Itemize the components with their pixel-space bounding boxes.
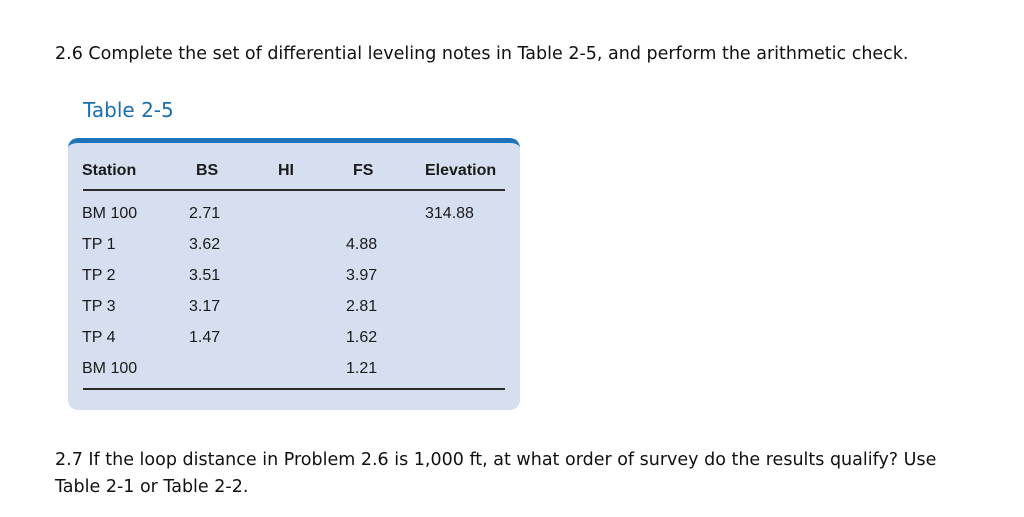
table-cell-station: BM 100	[82, 360, 138, 377]
table-cell-bs: 3.62	[189, 236, 221, 253]
problem-2-7-text: 2.7 If the loop distance in Problem 2.6 is 1,000 ft, at what order of survey do the results qualify? Use Table 2-1 or Table 2-2.	[55, 450, 937, 497]
header-fs: FS	[353, 162, 374, 179]
table-cell-bs: 1.47	[189, 329, 221, 346]
table-caption: Table 2-5	[83, 98, 174, 122]
header-elevation: Elevation	[425, 162, 497, 179]
table-cell-bs: 3.51	[189, 267, 221, 284]
table-cell-fs: 4.88	[346, 236, 378, 253]
table-cell-station: TP 2	[82, 267, 116, 284]
header-hi: HI	[278, 162, 294, 179]
table-cell-fs: 3.97	[346, 267, 378, 284]
table-cell-bs: 3.17	[189, 298, 221, 315]
table-cell-fs: 2.81	[346, 298, 378, 315]
table-cell-bs: 2.71	[189, 205, 221, 222]
table-cell-fs: 1.21	[346, 360, 378, 377]
header-bs: BS	[196, 162, 219, 179]
table-cell-elevation: 314.88	[425, 205, 474, 222]
header-station: Station	[82, 162, 137, 179]
table-cell-station: BM 100	[82, 205, 138, 222]
table-bottom-rule	[83, 388, 505, 390]
table-cell-station: TP 3	[82, 298, 116, 315]
table-header-rule	[83, 189, 505, 191]
problem-2-6-text: 2.6 Complete the set of differential leveling notes in Table 2-5, and perform the arithmetic check.	[55, 44, 909, 64]
table-cell-station: TP 1	[82, 236, 116, 253]
table-cell-station: TP 4	[82, 329, 116, 346]
table-cell-fs: 1.62	[346, 329, 378, 346]
